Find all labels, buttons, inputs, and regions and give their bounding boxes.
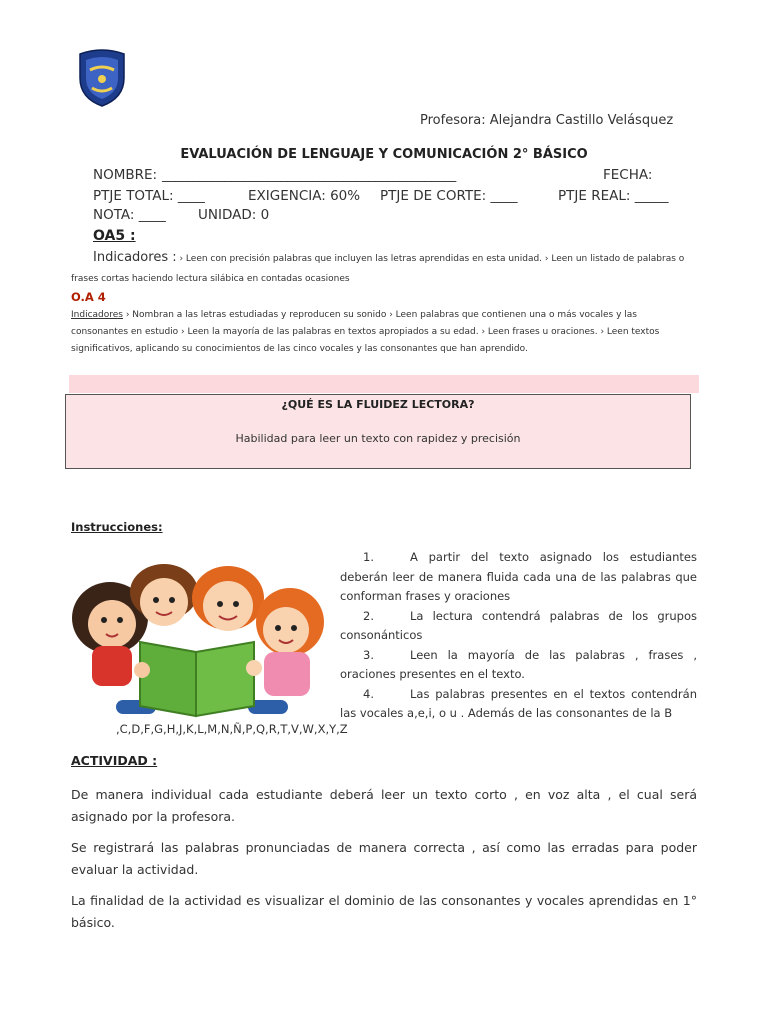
oa4-heading: O.A 4	[71, 290, 106, 304]
oa5-indicators-text: › Leen con precisión palabras que incluyen las letras aprendidas en esta unidad. › Leen un listado de palabras o	[176, 254, 685, 264]
oa4-line-3: significativos, aplicando su conocimientos de las cinco vocales y las consonantes que han aprendido.	[71, 344, 528, 354]
pink-banner	[69, 375, 699, 393]
page-title: EVALUACIÓN DE LENGUAJE Y COMUNICACIÓN 2° BÁSICO	[180, 147, 588, 162]
list-item: 1. A partir del texto asignado los estudiantes deberán leer de manera fluida cada una de las palabras que conforman frases y oraciones	[340, 550, 697, 603]
list-item: 2. La lectura contendrá palabras de los grupos consonánticos	[340, 608, 697, 642]
fecha-label: FECHA:	[603, 167, 653, 183]
instructions-list	[340, 548, 697, 724]
exigencia: EXIGENCIA: 60%	[248, 188, 361, 204]
oa5-heading: OA5 :	[93, 228, 136, 244]
school-logo	[76, 48, 128, 108]
definition-answer: Habilidad para leer un texto con rapidez y precisión	[235, 432, 521, 445]
ptje-real: PTJE REAL: _____	[558, 188, 669, 204]
activity-paragraph-1: De manera individual cada estudiante deberá leer un texto corto , en voz alta , el cual será asignado por la profesora.	[71, 787, 697, 824]
unidad: UNIDAD: 0	[198, 207, 270, 223]
consonant-list: ,C,D,F,G,H,J,K,L,M,N,Ñ,P,Q,R,T,V,W,X,Y,Z	[116, 722, 348, 736]
list-item: 4. Las palabras presentes en el textos contendrán las vocales a,e,i, o u . Además de las consonantes de la B	[340, 686, 697, 720]
oa4-indicators-label: Indicadores	[71, 310, 123, 320]
oa5-indicators-text-2: frases cortas haciendo lectura silábica en contadas ocasiones	[71, 274, 350, 284]
instructions-heading: Instrucciones:	[71, 520, 163, 534]
children-reading-illustration	[68, 550, 330, 722]
oa4-indicators-text: › Nombran a las letras estudiadas y reproducen su sonido › Leen palabras que contienen una o más vocales y las	[122, 310, 637, 320]
oa4-line-2: consonantes en estudio › Leen la mayoría de las palabras en textos apropiados a su edad. › Leen frases u oraciones. › Leen textos	[71, 327, 660, 337]
nota: NOTA: ____	[93, 207, 166, 223]
teacher-name: Profesora: Alejandra Castillo Velásquez	[420, 113, 674, 128]
ptje-corte: PTJE DE CORTE: ____	[380, 188, 518, 204]
nombre-label: NOMBRE:	[93, 167, 158, 183]
activity-paragraph-2: Se registrará las palabras pronunciadas de manera correcta , así como las erradas para poder evaluar la actividad.	[71, 840, 697, 877]
definition-question: ¿QUÉ ES LA FLUIDEZ LECTORA?	[281, 398, 475, 411]
ptje-total: PTJE TOTAL: ____	[93, 188, 205, 204]
nombre-blank: _______________________________________________	[162, 167, 456, 183]
oa5-indicators-line	[93, 247, 684, 270]
oa5-indicators-label: Indicadores :	[93, 250, 177, 265]
activity-paragraph-3: La finalidad de la actividad es visualizar el dominio de las consonantes y vocales aprendidas en 1° básico.	[71, 893, 697, 930]
activity-heading: ACTIVIDAD :	[71, 753, 158, 768]
list-item: 3. Leen la mayoría de las palabras , frases , oraciones presentes en el texto.	[340, 647, 697, 681]
